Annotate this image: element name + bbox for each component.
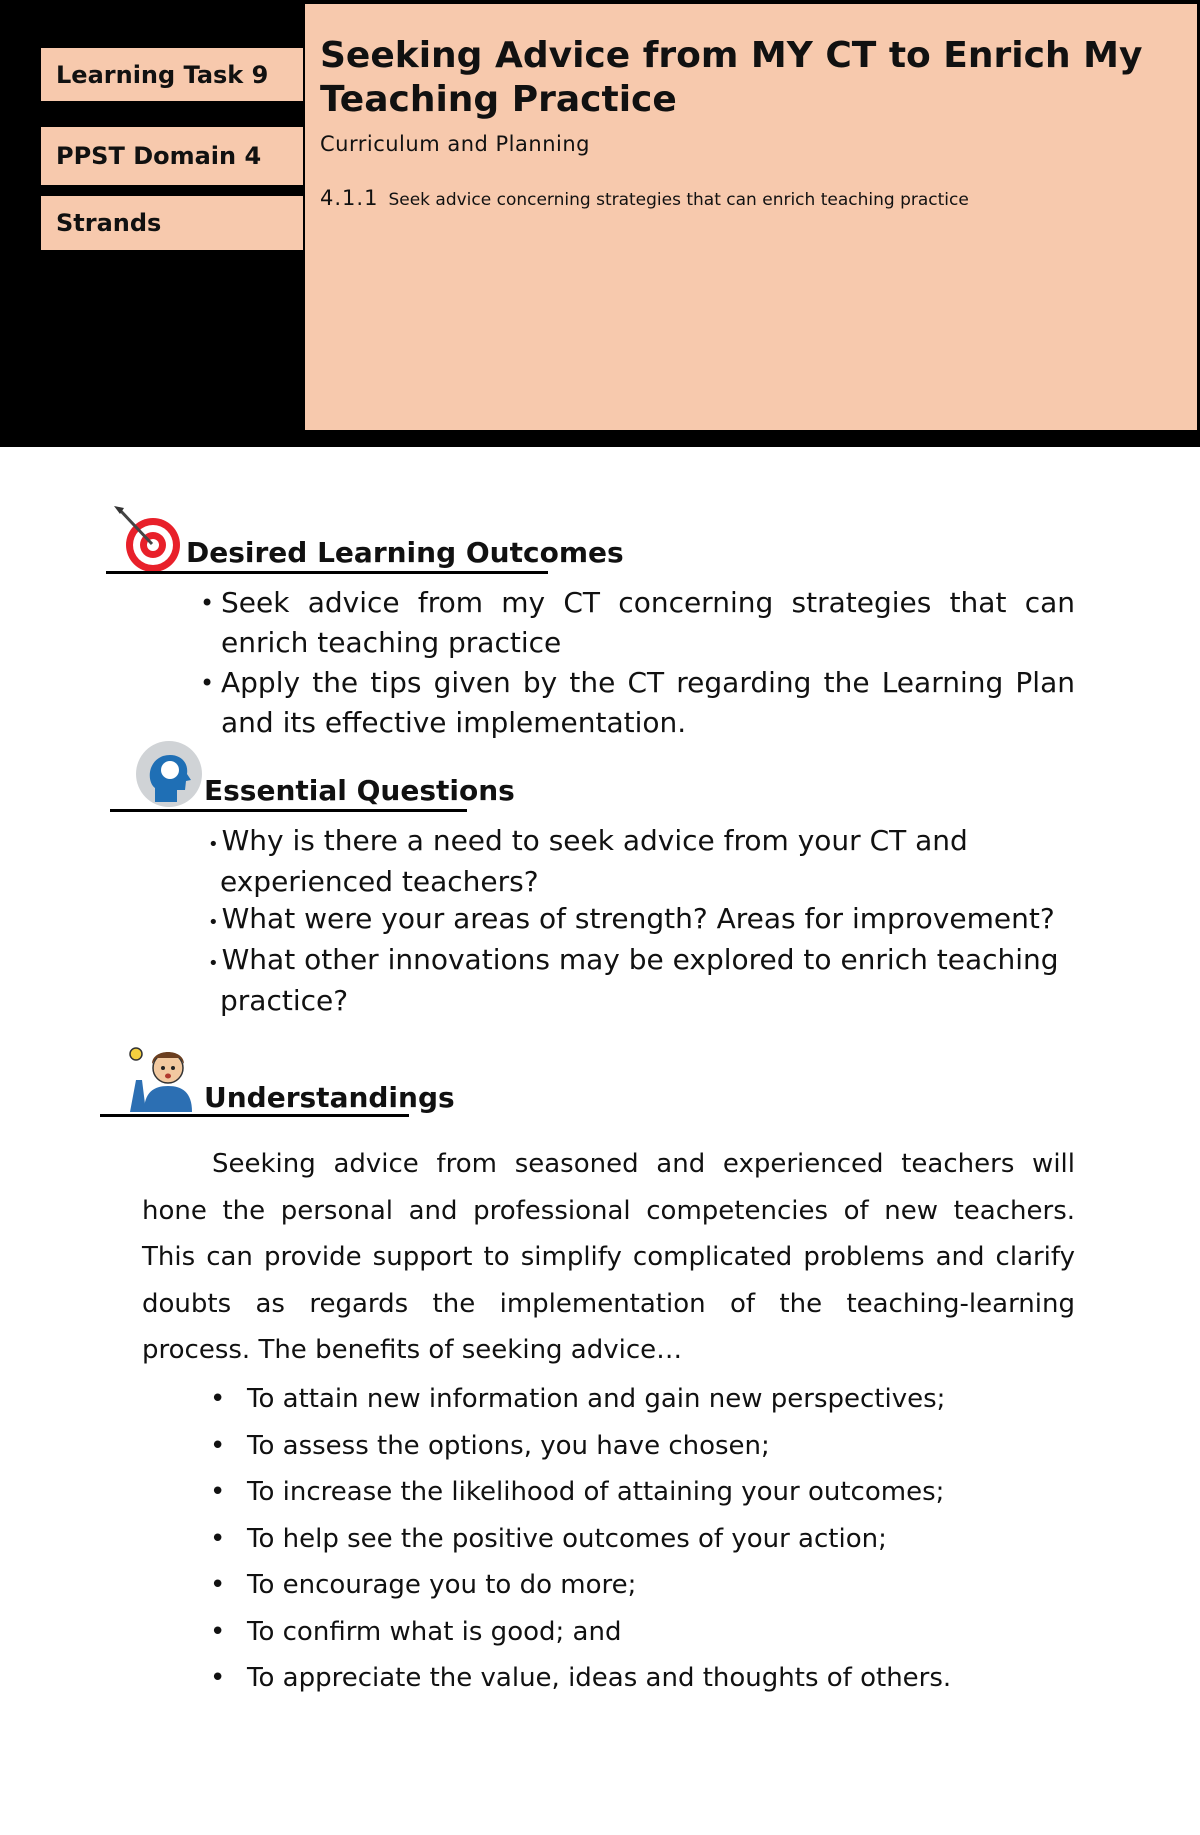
thinking-person-icon [128, 1040, 198, 1112]
strand-row [320, 186, 1179, 210]
domain-name: Curriculum and Planning [320, 132, 590, 156]
strand-code: 4.1.1 [320, 186, 379, 210]
list-item: • To appreciate the value, ideas and thoughts of others. [210, 1655, 1075, 1702]
questions-heading: Essential Questions [204, 774, 515, 807]
list-item: • To attain new information and gain new perspectives; [210, 1376, 1075, 1423]
ppst-domain-label: PPST Domain 4 [41, 127, 303, 185]
strand-text: Seek advice concerning strategies that can enrich teaching practice [388, 190, 969, 210]
benefits-list [210, 1376, 1075, 1702]
head-brain-icon [133, 740, 205, 808]
title-panel [305, 4, 1197, 430]
learning-task-label: Learning Task 9 [41, 48, 303, 101]
list-item: • What were your areas of strength? Areas for improvement? [205, 900, 1075, 941]
list-item: • To encourage you to do more; [210, 1562, 1075, 1609]
list-item: • To increase the likelihood of attaining your outcomes; [210, 1469, 1075, 1516]
outcomes-rule [106, 571, 548, 574]
list-item: • To help see the positive outcomes of your action; [210, 1516, 1075, 1563]
page-title: Seeking Advice from MY CT to Enrich My Teaching Practice [320, 35, 1143, 120]
list-item: • To confirm what is good; and [210, 1609, 1075, 1656]
list-item: • Seek advice from my CT concerning strategies that can enrich teaching practice [200, 583, 1075, 663]
outcomes-list [200, 583, 1075, 743]
list-item: • Apply the tips given by the CT regarding the Learning Plan and its effective implementation. [200, 663, 1075, 743]
target-icon [112, 504, 182, 574]
understandings-paragraph: Seeking advice from seasoned and experienced teachers will hone the personal and professional competencies of new teachers. This can provide support to simplify complicated problems and clarify doubts as regards the implementation of the teaching-learning process. The benefits of seeking advice… [142, 1149, 1075, 1365]
list-item: • What other innovations may be explored to enrich teaching practice? [205, 941, 1075, 1019]
list-item: • Why is there a need to seek advice from your CT and experienced teachers? [205, 822, 1075, 900]
strands-label: Strands [41, 196, 303, 250]
understandings-heading: Understandings [204, 1081, 455, 1114]
outcomes-heading: Desired Learning Outcomes [186, 536, 624, 569]
questions-rule [110, 809, 467, 812]
understandings-rule [100, 1114, 409, 1117]
list-item: • To assess the options, you have chosen; [210, 1423, 1075, 1470]
questions-list [205, 822, 1075, 1019]
